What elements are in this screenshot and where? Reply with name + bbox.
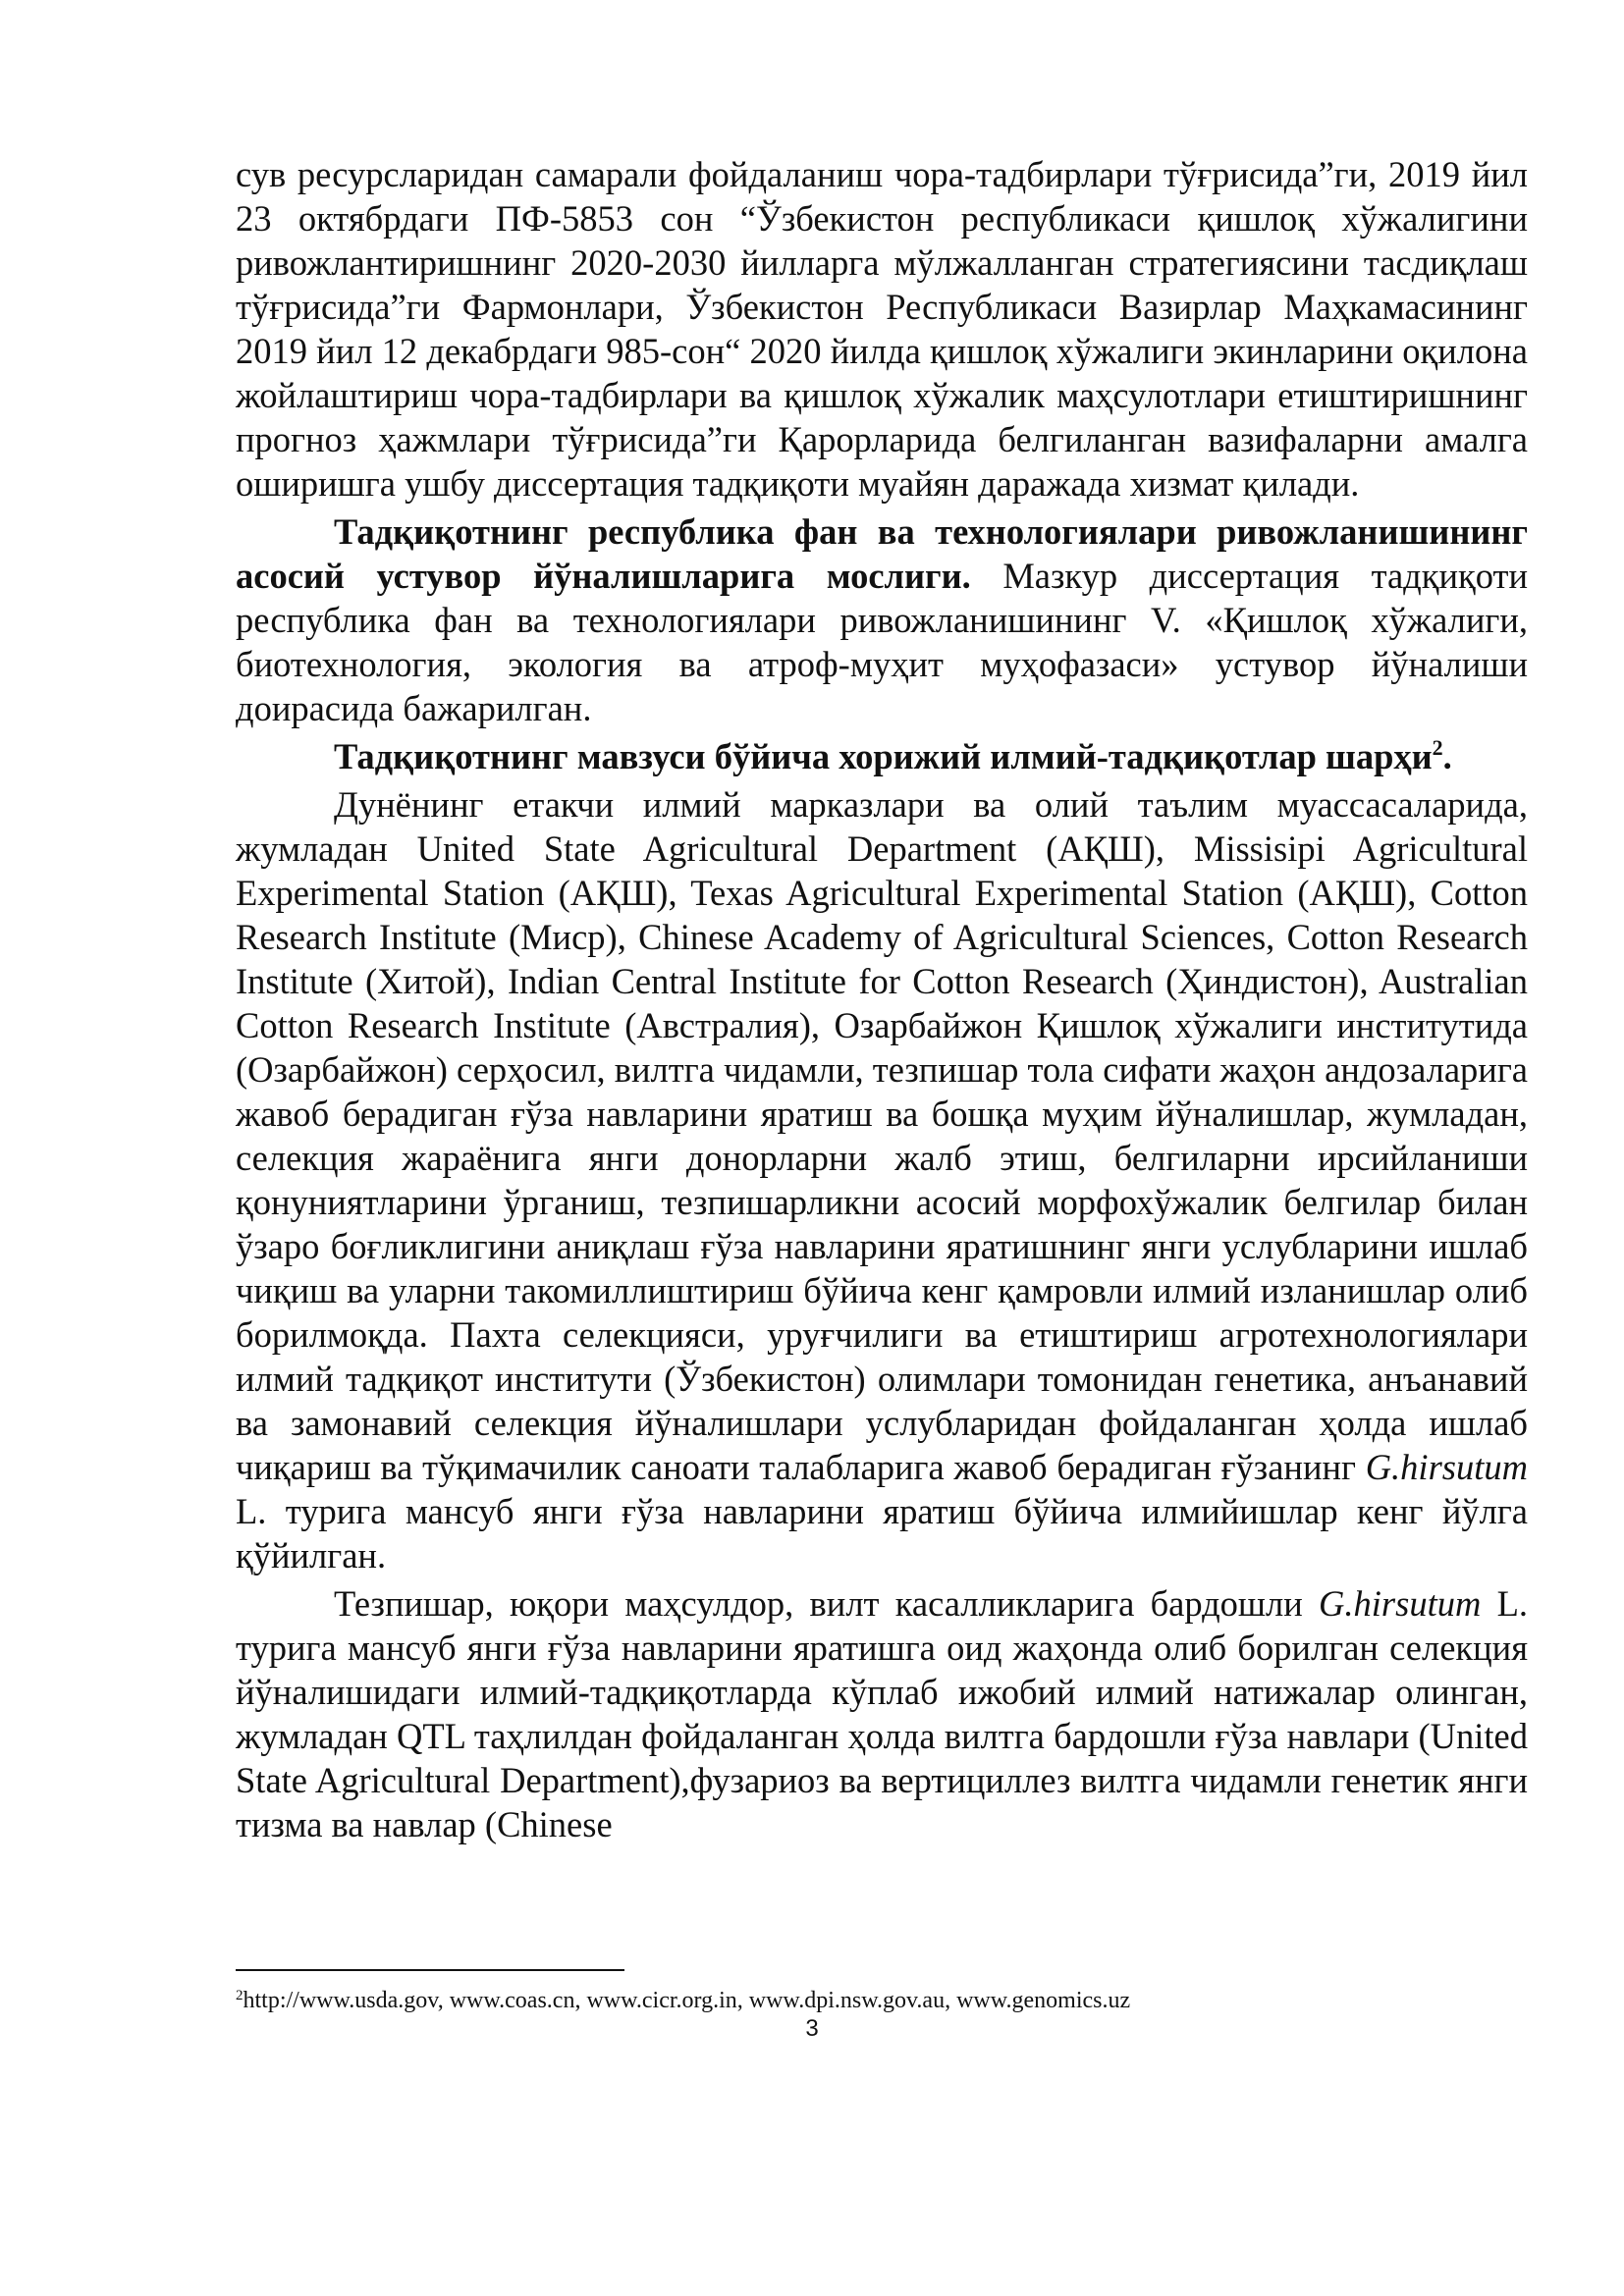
- species-name-italic: G.hirsutum: [1319, 1583, 1482, 1624]
- species-name-italic: G.hirsutum: [1365, 1447, 1528, 1487]
- paragraph-2: [236, 509, 1528, 730]
- section-heading-foreign-research-text: Тадқиқотнинг мавзуси бўйича хорижий илмий-тадқиқотлар шарҳи: [334, 736, 1433, 776]
- paragraph-5: [236, 1581, 1528, 1846]
- paragraph-5-start: Тезпишар, юқори маҳсулдор, вилт касалликларига бардошли: [334, 1583, 1320, 1624]
- footnote-text: http://www.usda.gov, www.coas.cn, www.cicr.org.in, www.dpi.nsw.gov.au, www.genomics.uz: [243, 1988, 1131, 2013]
- paragraph-1: сув ресурсларидан самарали фойдаланиш чора-тадбирлари тўғрисида”ги, 2019 йил 23 октябрдаги ПФ-5853 сон “Ўзбекистон республикаси қишлоқ хўжалигини ривожлантиришнинг 2020-2030 йилларга мўлжалланган стратегиясини тасдиқлаш тўғрисида”ги Фармонлари, Ўзбекистон Республикаси Вазирлар Маҳкамасининг 2019 йил 12 декабрдаги 985-сон“ 2020 йилда қишлоқ хўжалиги экинларини оқилона жойлаштириш чора-тадбирлари ва қишлоқ хўжалик маҳсулотлари етиштиришнинг прогноз ҳажмлари тўғрисида”ги Қарорларида белгиланган вазифаларни амалга оширишга ушбу диссертация тадқиқоти муайян даражада хизмат қилади.: [236, 154, 1528, 504]
- paragraph-4-end: L. турига мансуб янги ғўза навларини яратиш бўйича илмийишлар кенг йўлга қўйилган.: [236, 1491, 1528, 1575]
- footnote-reference: 2: [1432, 735, 1443, 760]
- page-number: 3: [805, 2015, 819, 2042]
- footnote-separator: [236, 1969, 624, 1971]
- paragraph-2-text: Мазкур диссертация тадқиқоти республика фан ва технологиялари ривожланишининг V. «Қишлоқ хўжалиги, биотехнология, экология ва атроф-муҳит муҳофазаси» устувор йўналиши доирасида бажарилган.: [236, 556, 1528, 728]
- section-heading-foreign-research: [236, 734, 1528, 778]
- footnote: [236, 1981, 1130, 2015]
- paragraph-4: [236, 782, 1528, 1577]
- paragraph-5-end: L. турига мансуб янги ғўза навларини яратишга оид жаҳонда олиб борилган селекция йўналишидаги илмий-тадқиқотларда кўплаб ижобий илмий натижалар олинган, жумладан QTL таҳлилдан фойдаланган ҳолда вилтга бардошли ғўза навлари (United State Agricultural Department),фузариоз ва вертициллез вилтга чидамли генетик янги тизма ва навлар (Chinese: [236, 1583, 1529, 1844]
- document-body: [236, 152, 1528, 1846]
- section-heading-period: .: [1442, 736, 1452, 776]
- section-heading-relevance: Тадқиқотнинг республика фан ва технологиялари ривожланишининг асосий устувор йўналишларига мослиги.: [236, 511, 1528, 596]
- paragraph-4-text: Дунёнинг етакчи илмий марказлари ва олий таълим муассасаларида, жумладан United State Agricultural Department (АҚШ), Missisipi Agricultural Experimental Station (АҚШ), Texas Agricultural Experimental Station (АҚШ), Cotton Research Institute (Миср), Chinese Academy of Agricultural Sciences, Cotton Research Institute (Хитой), Indian Central Institute for Cotton Research (Ҳиндистон), Australian Cotton Research Institute (Австралия), Озарбайжон Қишлоқ хўжалиги институтида (Озарбайжон) серҳосил, вилтга чидамли, тезпишар тола сифати жаҳон андозаларига жавоб берадиган ғўза навларини яратиш ва бошқа муҳим йўналишлар, жумладан, селекция жараёнига янги донорларни жалб этиш, белгиларни ирсийланиши қонуниятларини ўрганиш, тезпишарликни асосий морфохўжалик белгилар билан ўзаро боғликлигини аниқлаш ғўза навларини яратишнинг янги услубларини ишлаб чиқиш ва уларни такомиллиштириш бўйича кенг қамровли илмий изланишлар олиб борилмоқда. Пахта селекцияси, уруғчилиги ва етиштириш агротехнологиялари илмий тадқиқот институти (Ўзбекистон) олимлари томонидан генетика, анъанавий ва замонавий селекция йўналишлари услубларидан фойдаланган ҳолда ишлаб чиқариш ва тўқимачилик саноати талабларига жавоб берадиган ғўзанинг: [236, 784, 1528, 1487]
- footnote-marker: 2: [236, 1988, 244, 2003]
